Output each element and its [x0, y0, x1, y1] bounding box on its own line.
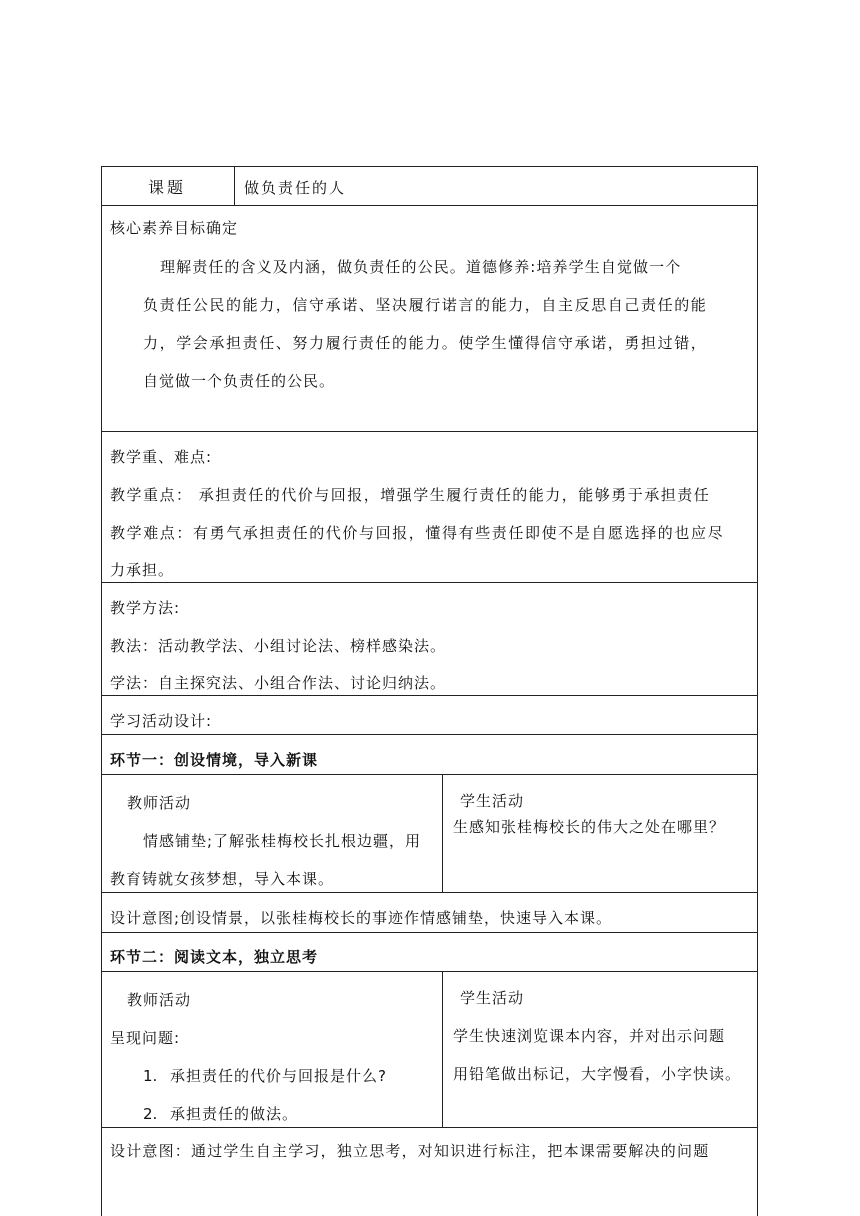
design-intent: 设计意图：通过学生自主学习，独立思考，对知识进行标注，把本课需要解决的问题 [110, 1142, 710, 1160]
section-2-title: 环节二：阅读文本，独立思考 [110, 948, 319, 966]
teaching-difficulty: 教学难点：有勇气承担责任的代价与回报，懂得有些责任即使不是自愿选择的也应尽 [110, 524, 725, 542]
core-goals-heading: 核心素养目标确定 [110, 219, 239, 237]
teaching-focus: 教学重点： 承担责任的代价与回报，增强学生履行责任的能力，能够勇于承担责任 [110, 486, 711, 504]
row-divider [101, 205, 758, 206]
row-divider [101, 431, 758, 432]
question-number: 2. [143, 1105, 158, 1123]
row-divider [101, 1127, 758, 1128]
student-activity-label: 学生活动 [460, 989, 525, 1007]
teacher-activity-label: 教师活动 [127, 991, 192, 1009]
core-goals-line: 力，学会承担责任、努力履行责任的能力。使学生懂得信守承诺，勇担过错， [143, 334, 708, 352]
learning-method: 学法：自主探究法、小组合作法、讨论归纳法。 [110, 674, 447, 692]
student-activity-text: 生感知张桂梅校长的伟大之处在哪里？ [453, 818, 726, 836]
core-goals-line: 负责任公民的能力，信守承诺、坚决履行诺言的能力，自主反思自己责任的能 [143, 296, 708, 314]
teacher-activity-label: 教师活动 [127, 794, 192, 812]
student-activity-text: 用铅笔做出标记，大字慢看，小字快读。 [453, 1065, 742, 1083]
key-points-heading: 教学重、难点: [110, 448, 213, 466]
teacher-activity-text: 情感铺垫;了解张桂梅校长扎根边疆，用 [143, 832, 422, 850]
teaching-method: 教法：活动教学法、小组讨论法、榜样感染法。 [110, 637, 447, 655]
student-activity-label: 学生活动 [460, 792, 525, 810]
core-goals-line: 自觉做一个负责任的公民。 [143, 372, 336, 390]
methods-heading: 教学方法: [110, 599, 181, 617]
teaching-difficulty-cont: 力承担。 [110, 561, 175, 579]
subject-label: 课题 [148, 178, 187, 197]
row-divider [101, 695, 758, 696]
student-activity-text: 学生快速浏览课本内容，并对出示问题 [453, 1027, 726, 1045]
question-text: 承担责任的做法。 [170, 1105, 299, 1123]
row-divider [101, 932, 758, 933]
core-goals-line: 理解责任的含义及内涵，做负责任的公民。道德修养:培养学生自觉做一个 [160, 258, 682, 276]
row-divider [101, 971, 758, 972]
column-divider [442, 774, 443, 892]
row-divider [101, 734, 758, 735]
row-divider [101, 774, 758, 775]
row-divider [101, 892, 758, 893]
column-divider [234, 166, 235, 205]
teacher-activity-text: 教育铸就女孩梦想，导入本课。 [110, 870, 335, 888]
question-number: 1. [143, 1067, 158, 1085]
activity-design-heading: 学习活动设计: [110, 712, 213, 730]
teacher-activity-text: 呈现问题: [110, 1029, 181, 1047]
column-divider [442, 971, 443, 1127]
design-intent: 设计意图;创设情景，以张桂梅校长的事迹作情感铺垫，快速导入本课。 [110, 909, 613, 927]
lesson-title: 做负责任的人 [244, 179, 347, 197]
section-1-title: 环节一：创设情境，导入新课 [110, 751, 319, 769]
row-divider [101, 582, 758, 583]
question-text: 承担责任的代价与回报是什么? [170, 1067, 387, 1085]
